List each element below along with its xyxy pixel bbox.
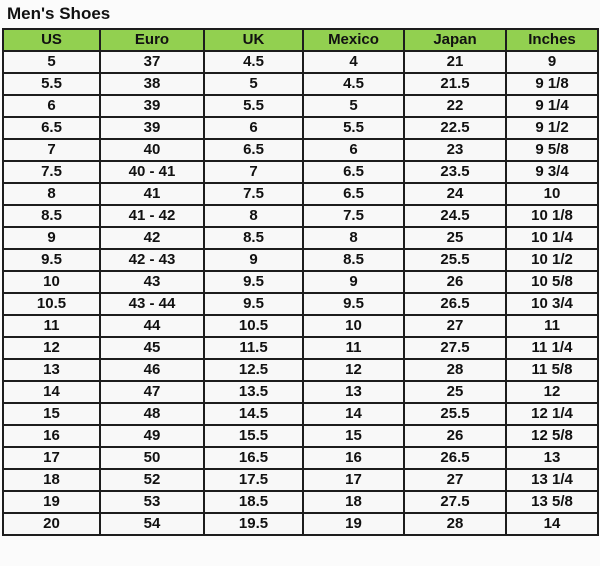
table-row <box>3 359 598 381</box>
table-row <box>3 381 598 403</box>
table-cell: 13 <box>3 359 100 381</box>
table-cell: 38 <box>100 73 204 95</box>
table-cell: 8.5 <box>3 205 100 227</box>
column-header: Euro <box>100 29 204 51</box>
table-cell: 10.5 <box>204 315 303 337</box>
table-cell: 40 - 41 <box>100 161 204 183</box>
table-cell: 25.5 <box>404 249 506 271</box>
table-row <box>3 139 598 161</box>
table-cell: 19 <box>303 513 404 535</box>
table-cell: 12 1/4 <box>506 403 598 425</box>
table-cell: 10 3/4 <box>506 293 598 315</box>
table-cell: 24 <box>404 183 506 205</box>
table-cell: 10 <box>303 315 404 337</box>
table-row <box>3 117 598 139</box>
table-cell: 13 <box>506 447 598 469</box>
table-row <box>3 183 598 205</box>
table-cell: 47 <box>100 381 204 403</box>
table-cell: 11 <box>506 315 598 337</box>
table-cell: 27.5 <box>404 337 506 359</box>
table-cell: 26.5 <box>404 293 506 315</box>
table-cell: 4 <box>303 51 404 73</box>
table-cell: 19.5 <box>204 513 303 535</box>
table-cell: 28 <box>404 513 506 535</box>
table-cell: 4.5 <box>303 73 404 95</box>
table-cell: 13 <box>303 381 404 403</box>
table-cell: 4.5 <box>204 51 303 73</box>
size-conversion-table <box>2 28 599 536</box>
table-cell: 13.5 <box>204 381 303 403</box>
table-head <box>3 29 598 51</box>
table-cell: 52 <box>100 469 204 491</box>
table-cell: 9.5 <box>3 249 100 271</box>
table-cell: 39 <box>100 95 204 117</box>
table-cell: 45 <box>100 337 204 359</box>
table-cell: 14 <box>303 403 404 425</box>
table-cell: 7 <box>204 161 303 183</box>
table-cell: 44 <box>100 315 204 337</box>
table-cell: 26.5 <box>404 447 506 469</box>
table-cell: 20 <box>3 513 100 535</box>
table-row <box>3 227 598 249</box>
column-header: Japan <box>404 29 506 51</box>
table-cell: 9.5 <box>204 271 303 293</box>
table-cell: 11 <box>3 315 100 337</box>
table-cell: 7 <box>3 139 100 161</box>
table-cell: 10 1/4 <box>506 227 598 249</box>
table-cell: 25 <box>404 381 506 403</box>
table-cell: 6.5 <box>3 117 100 139</box>
table-cell: 15 <box>3 403 100 425</box>
table-row <box>3 447 598 469</box>
table-cell: 9.5 <box>303 293 404 315</box>
table-cell: 12 <box>506 381 598 403</box>
table-cell: 13 1/4 <box>506 469 598 491</box>
table-cell: 25.5 <box>404 403 506 425</box>
table-cell: 8.5 <box>303 249 404 271</box>
table-row <box>3 513 598 535</box>
table-cell: 6 <box>204 117 303 139</box>
table-cell: 10 <box>506 183 598 205</box>
table-header-row <box>3 29 598 51</box>
column-header: UK <box>204 29 303 51</box>
table-row <box>3 337 598 359</box>
table-cell: 9 1/8 <box>506 73 598 95</box>
table-cell: 40 <box>100 139 204 161</box>
table-cell: 5.5 <box>303 117 404 139</box>
table-cell: 6 <box>303 139 404 161</box>
table-cell: 10 1/2 <box>506 249 598 271</box>
table-cell: 28 <box>404 359 506 381</box>
table-cell: 18 <box>3 469 100 491</box>
table-cell: 25 <box>404 227 506 249</box>
table-cell: 14 <box>3 381 100 403</box>
table-cell: 22.5 <box>404 117 506 139</box>
table-cell: 42 <box>100 227 204 249</box>
table-cell: 8 <box>303 227 404 249</box>
table-row <box>3 271 598 293</box>
table-cell: 43 <box>100 271 204 293</box>
table-row <box>3 425 598 447</box>
column-header: US <box>3 29 100 51</box>
table-cell: 9 1/2 <box>506 117 598 139</box>
page-title: Men's Shoes <box>7 4 111 23</box>
table-cell: 7.5 <box>3 161 100 183</box>
table-cell: 14 <box>506 513 598 535</box>
table-cell: 5 <box>303 95 404 117</box>
table-cell: 39 <box>100 117 204 139</box>
table-cell: 23 <box>404 139 506 161</box>
table-cell: 9 3/4 <box>506 161 598 183</box>
table-cell: 14.5 <box>204 403 303 425</box>
table-cell: 11.5 <box>204 337 303 359</box>
table-cell: 5.5 <box>3 73 100 95</box>
column-header: Mexico <box>303 29 404 51</box>
table-cell: 21.5 <box>404 73 506 95</box>
table-cell: 9 1/4 <box>506 95 598 117</box>
table-cell: 12 <box>3 337 100 359</box>
table-cell: 10 1/8 <box>506 205 598 227</box>
table-cell: 37 <box>100 51 204 73</box>
table-cell: 7.5 <box>303 205 404 227</box>
table-cell: 12.5 <box>204 359 303 381</box>
table-row <box>3 491 598 513</box>
table-body <box>3 51 598 535</box>
table-cell: 24.5 <box>404 205 506 227</box>
table-cell: 43 - 44 <box>100 293 204 315</box>
table-row <box>3 315 598 337</box>
table-cell: 21 <box>404 51 506 73</box>
table-cell: 27 <box>404 469 506 491</box>
table-row <box>3 51 598 73</box>
table-cell: 9.5 <box>204 293 303 315</box>
table-cell: 5 <box>204 73 303 95</box>
table-cell: 16 <box>3 425 100 447</box>
table-cell: 16.5 <box>204 447 303 469</box>
table-row <box>3 95 598 117</box>
table-cell: 27.5 <box>404 491 506 513</box>
table-cell: 22 <box>404 95 506 117</box>
table-cell: 6 <box>3 95 100 117</box>
table-cell: 10 <box>3 271 100 293</box>
table-cell: 7.5 <box>204 183 303 205</box>
table-cell: 6.5 <box>303 183 404 205</box>
table-cell: 17 <box>3 447 100 469</box>
table-cell: 9 <box>3 227 100 249</box>
table-row <box>3 293 598 315</box>
table-cell: 11 <box>303 337 404 359</box>
table-row <box>3 403 598 425</box>
table-cell: 50 <box>100 447 204 469</box>
table-cell: 26 <box>404 271 506 293</box>
table-cell: 41 - 42 <box>100 205 204 227</box>
table-cell: 5.5 <box>204 95 303 117</box>
table-cell: 10.5 <box>3 293 100 315</box>
table-row <box>3 469 598 491</box>
table-cell: 15 <box>303 425 404 447</box>
table-cell: 53 <box>100 491 204 513</box>
table-cell: 13 5/8 <box>506 491 598 513</box>
table-cell: 9 <box>204 249 303 271</box>
table-cell: 16 <box>303 447 404 469</box>
table-cell: 12 5/8 <box>506 425 598 447</box>
table-cell: 8 <box>204 205 303 227</box>
table-cell: 18.5 <box>204 491 303 513</box>
table-cell: 48 <box>100 403 204 425</box>
table-row <box>3 205 598 227</box>
table-cell: 9 5/8 <box>506 139 598 161</box>
table-cell: 10 5/8 <box>506 271 598 293</box>
table-cell: 26 <box>404 425 506 447</box>
table-cell: 9 <box>506 51 598 73</box>
table-cell: 54 <box>100 513 204 535</box>
table-cell: 6.5 <box>303 161 404 183</box>
table-cell: 17.5 <box>204 469 303 491</box>
table-row <box>3 161 598 183</box>
table-cell: 6.5 <box>204 139 303 161</box>
table-cell: 41 <box>100 183 204 205</box>
table-cell: 42 - 43 <box>100 249 204 271</box>
table-cell: 12 <box>303 359 404 381</box>
table-cell: 11 5/8 <box>506 359 598 381</box>
column-header: Inches <box>506 29 598 51</box>
table-cell: 9 <box>303 271 404 293</box>
table-row <box>3 249 598 271</box>
table-cell: 19 <box>3 491 100 513</box>
table-cell: 46 <box>100 359 204 381</box>
table-cell: 23.5 <box>404 161 506 183</box>
table-cell: 5 <box>3 51 100 73</box>
table-cell: 17 <box>303 469 404 491</box>
table-cell: 18 <box>303 491 404 513</box>
table-cell: 49 <box>100 425 204 447</box>
table-row <box>3 73 598 95</box>
table-cell: 11 1/4 <box>506 337 598 359</box>
table-cell: 8.5 <box>204 227 303 249</box>
table-cell: 27 <box>404 315 506 337</box>
table-cell: 8 <box>3 183 100 205</box>
table-cell: 15.5 <box>204 425 303 447</box>
